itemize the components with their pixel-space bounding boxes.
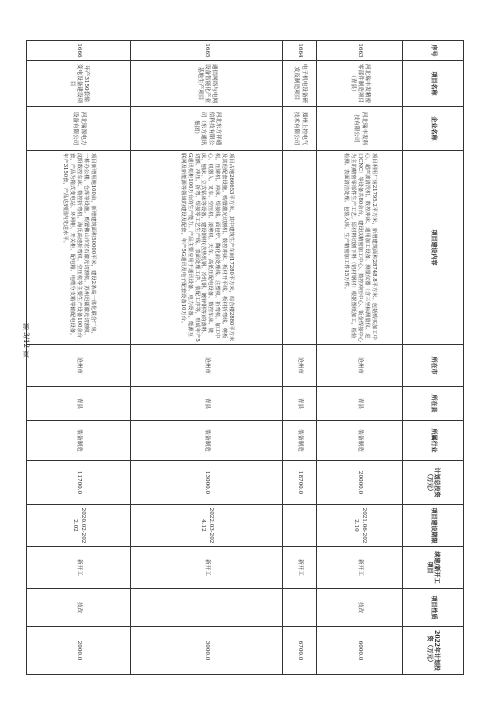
cell-content: 项目新增用地100亩，新增建筑面积50000平米，建设2条高一体化联合厂房，一栋办公楼，仓库等设施。购置佛山市宏石激光切割机、苏州迅镭激光切割机、沈阳数控车床、数控折弯机、海氏高速折弯机、空压机等主要生产设备100余台套，产品为箱式变电站、环网柜、开关柜、配电箱、电缆分支箱等输配电设备，年产3150套，产品达到国内先进水平。 — [27, 151, 131, 345]
table-row — [27, 41, 131, 675]
cell-invest2022: 6700.0 — [283, 627, 317, 675]
cell-project: 通信网络与电网设备智能化产业基地生产项目 — [131, 61, 283, 107]
cell-invest2022: 6000.0 — [317, 627, 403, 675]
cell-period: 2020.02-2022.02 — [27, 505, 131, 547]
cell-investment: 13000.0 — [131, 461, 283, 505]
header-county: 所在县 — [403, 387, 464, 421]
cell-investment: 11700.0 — [27, 461, 131, 505]
project-table — [26, 40, 464, 675]
cell-county: 青县 — [131, 387, 283, 421]
cell-city: 沧州市 — [27, 345, 131, 387]
project-table-sheet — [27, 40, 464, 674]
cell-nature — [283, 589, 317, 627]
page-number: 第 3/12 页 — [22, 323, 30, 358]
cell-investment: 20000.0 — [317, 461, 403, 505]
cell-city: 沧州市 — [317, 345, 403, 387]
header-row — [403, 41, 464, 675]
cell-county: 青县 — [27, 387, 131, 421]
cell-industry: 装备制造 — [283, 421, 317, 461]
header-seq: 序号 — [403, 41, 464, 61]
cell-company: 郑州上控电气技术有限公司 — [283, 107, 317, 151]
cell-county: 青县 — [283, 387, 317, 421]
cell-period: 2021.06-2022.10 — [317, 505, 403, 547]
table-row — [317, 41, 403, 675]
cell-project: 河北瑞丰发精密零部件制造项目（青县） — [317, 61, 403, 107]
header-company: 企业名称 — [403, 107, 464, 151]
cell-company: 河北瑞丰发科技有限公司 — [317, 107, 403, 151]
table-row — [131, 41, 283, 675]
header-invest2022: 2022年计划投资（万元） — [403, 627, 464, 675]
cell-content: 项目占地266653平方米，其中建筑生产车间17280平方米，综合楼2880平方米及其他配套设施。购置激光切割机、数控冲床、板材开平线、板材折弯线、剪板机、压铆机、冲床、焊接线、面包炉、陶化前处理线、注塑机、折弯机、加工中心、机器人、叉车、空压机、滚剪机、天车、高低压配电设备、数控车床、铣床、刨床、立式钻床等设备，建设钢材(含热轧钢、冷轧钢、镀锌钢等)的落料、切割、冲压、折弯、焊接等工艺生产线、表面处理工序、装配工序等，形成年产5G通讯机柜100万台的生产能力。产品主要应用于通讯设备、电力设备，能源互联网及新能源等领域的建设及配套，年产5G通讯及电子配套设备10万台。 — [131, 151, 283, 345]
cell-invest2022: 3000.0 — [131, 627, 283, 675]
cell-status: 新开工 — [283, 547, 317, 589]
cell-project: 电子机电设备研发及制造项目 — [283, 61, 317, 107]
cell-company: 河北瑞源电力设备有限公司 — [27, 107, 131, 151]
cell-project: 年产3150套输变电设备建设项目 — [27, 61, 131, 107]
cell-seq: 1664 — [283, 41, 317, 61]
cell-company: 河北东方祥通信科技有限公司（东方通讯集团） — [131, 107, 283, 151]
cell-nature: 技改 — [27, 589, 131, 627]
header-investment: 计划总投资（万元） — [403, 461, 464, 505]
cell-invest2022: 2000.0 — [27, 627, 131, 675]
header-nature: 项目性质 — [403, 589, 464, 627]
cell-city: 沧州市 — [283, 345, 317, 387]
header-industry: 所属行业 — [403, 421, 464, 461]
cell-nature — [131, 589, 283, 627]
cell-content — [283, 151, 317, 345]
header-period: 项目建设期限 — [403, 505, 464, 547]
cell-period: 2022.03-2024.12 — [131, 505, 283, 547]
cell-seq: 1663 — [317, 41, 403, 61]
cell-seq: 1666 — [27, 41, 131, 61]
header-city: 所在市 — [403, 345, 464, 387]
header-status: 续建/新开工项目 — [403, 547, 464, 589]
cell-industry: 装备制造 — [317, 421, 403, 461]
header-project: 项目名称 — [403, 61, 464, 107]
cell-period — [283, 505, 317, 547]
table-row — [283, 41, 317, 675]
cell-nature: 技改 — [317, 589, 403, 627]
cell-county: 青县 — [317, 387, 403, 421]
cell-status: 新开工 — [27, 547, 131, 589]
cell-industry: 装备制造 — [27, 421, 131, 461]
cell-industry: 装备制造 — [131, 421, 283, 461]
cell-investment: 18700.0 — [283, 461, 317, 505]
cell-status: 新开工 — [131, 547, 283, 589]
cell-city: 沧州市 — [131, 345, 283, 387]
cell-status: 新开工 — [317, 547, 403, 589]
header-content: 项目建设内容 — [403, 151, 464, 345]
cell-content: 项目利用厂房21795.2平方米，新增建筑面积28748.8平方米。包括购买加工中心、超声波清洗机、数控冲床、通用加工设备、测量仪器（含三坐标测量仪、进口CNC）等设备共80余台，建设以精密加工中心、数控冲压中心、钣金焊接中心为主的精密零部件生产工艺。原材料切割下料（铝材钢材）根据图纸加工，检验检测、表面清洁处理、包装入库。生产精密加工件15万件。 — [317, 151, 403, 345]
cell-seq: 1665 — [131, 41, 283, 61]
